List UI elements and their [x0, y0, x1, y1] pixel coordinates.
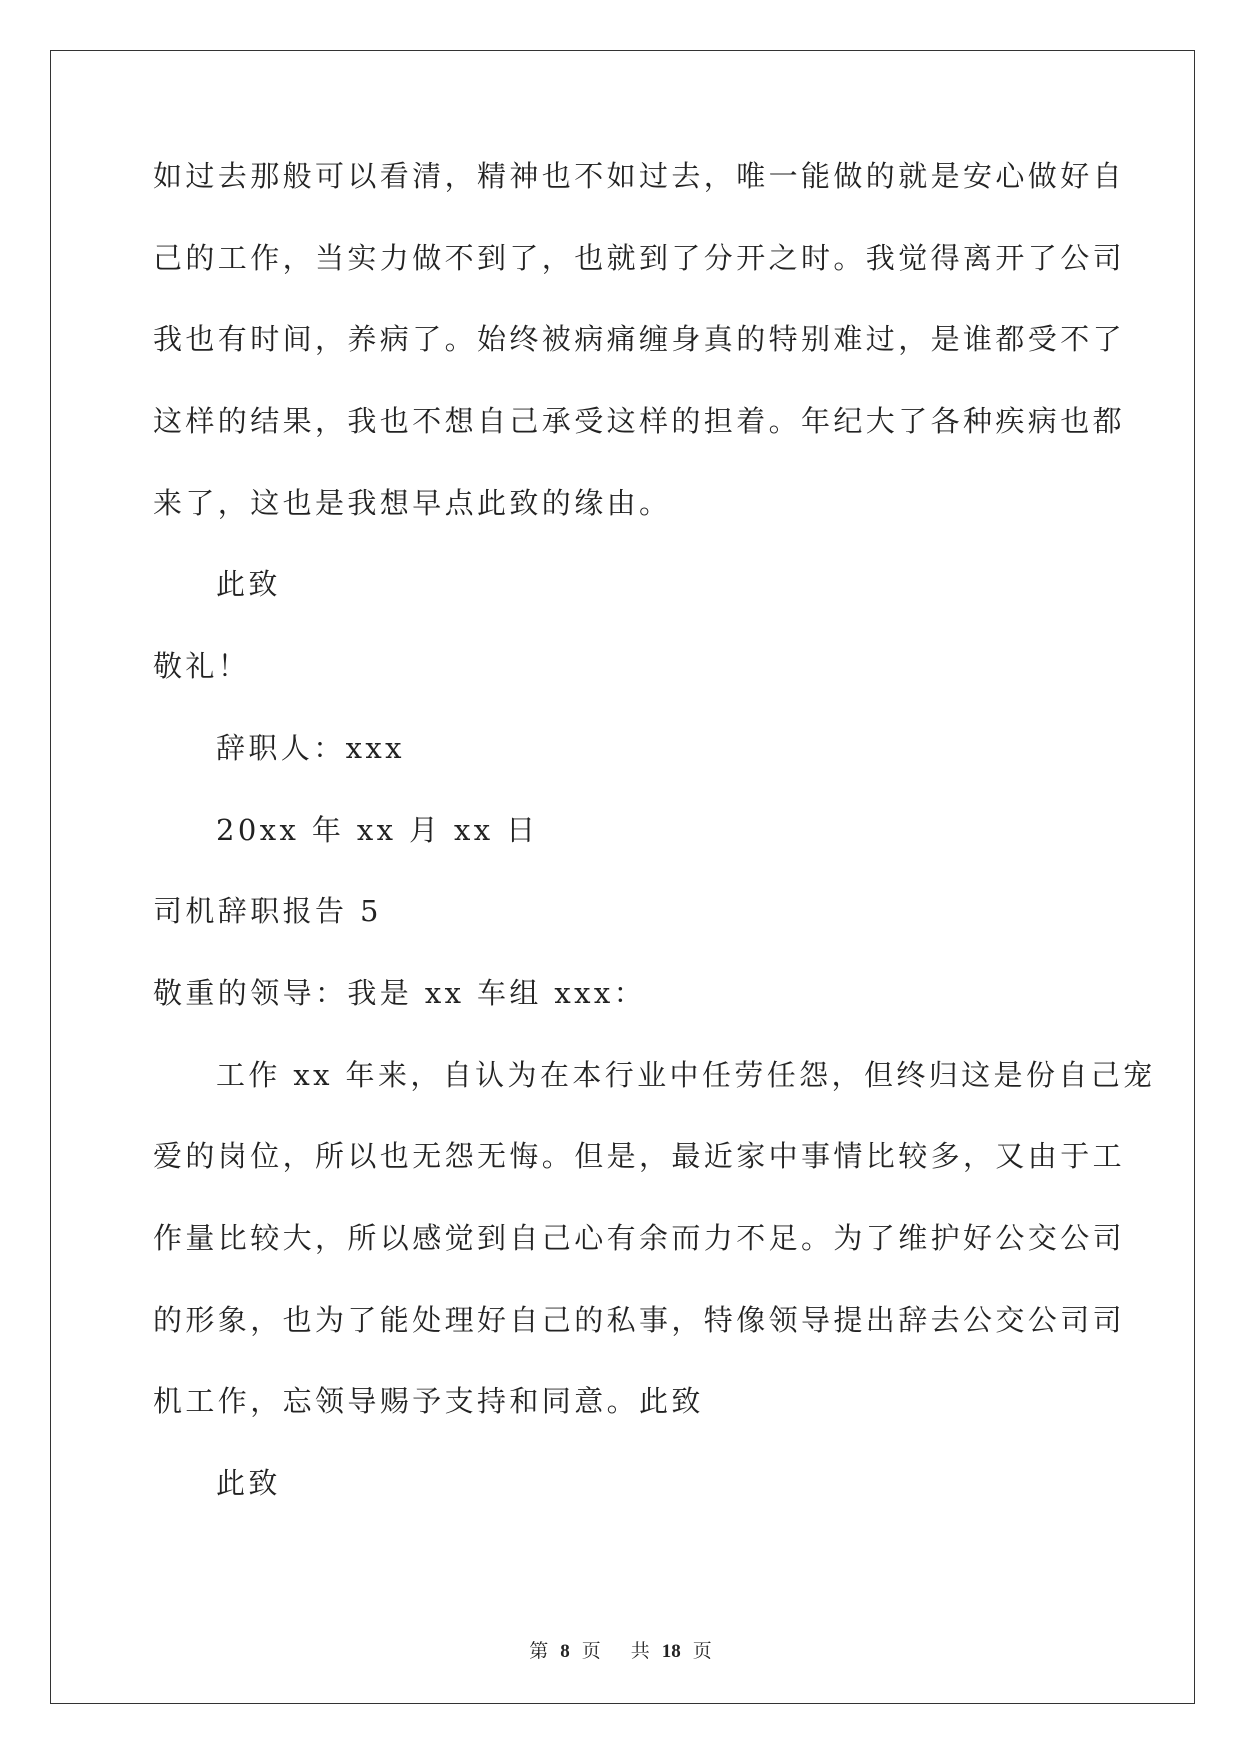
total-suffix: 页 — [692, 1640, 712, 1662]
signature-line: 辞职人：xxx — [216, 730, 405, 765]
page-footer — [0, 1636, 1241, 1663]
closing-line: 此致 — [216, 1466, 281, 1500]
page-indicator — [523, 1640, 607, 1662]
paragraph-line: 如过去那般可以看清，精神也不如过去，唯一能做的就是安心做好自 — [153, 159, 1126, 193]
greeting-line: 敬重的领导：我是 xx 车组 xxx： — [153, 975, 647, 1010]
closing-line: 此致 — [216, 567, 281, 602]
paragraph-line: 己的工作，当实力做不到了，也就到了分开之时。我觉得离开了公司 — [153, 240, 1126, 275]
section-title: 司机辞职报告 5 — [153, 894, 382, 929]
salutation-line: 敬礼！ — [153, 649, 251, 684]
paragraph-line: 机工作，忘领导赐予支持和同意。此致 — [153, 1384, 704, 1419]
page-prefix: 第 — [529, 1640, 549, 1662]
paragraph-line: 我也有时间，养病了。始终被病痛缠身真的特别难过，是谁都受不了 — [153, 322, 1126, 357]
paragraph-line: 工作 xx 年来，自认为在本行业中任劳任怨，但终归这是份自己宠 — [216, 1057, 1156, 1092]
page-number: 8 — [560, 1641, 570, 1662]
page-suffix: 页 — [581, 1640, 601, 1662]
date-line: 20xx 年 xx 月 xx 日 — [216, 812, 539, 847]
document-body — [153, 159, 1156, 1551]
paragraph-line: 这样的结果，我也不想自己承受这样的担着。年纪大了各种疾病也都 — [153, 404, 1126, 439]
paragraph-line: 来了，这也是我想早点此致的缘由。 — [153, 485, 672, 520]
total-pages: 18 — [661, 1641, 681, 1662]
total-indicator — [625, 1640, 718, 1662]
paragraph-line: 作量比较大，所以感觉到自己心有余而力不足。为了维护好公交公司 — [153, 1220, 1126, 1255]
paragraph-line: 爱的岗位，所以也无怨无悔。但是，最近家中事情比较多，又由于工 — [153, 1139, 1126, 1174]
total-prefix: 共 — [630, 1640, 650, 1662]
paragraph-line: 的形象，也为了能处理好自己的私事，特像领导提出辞去公交公司司 — [153, 1302, 1126, 1337]
